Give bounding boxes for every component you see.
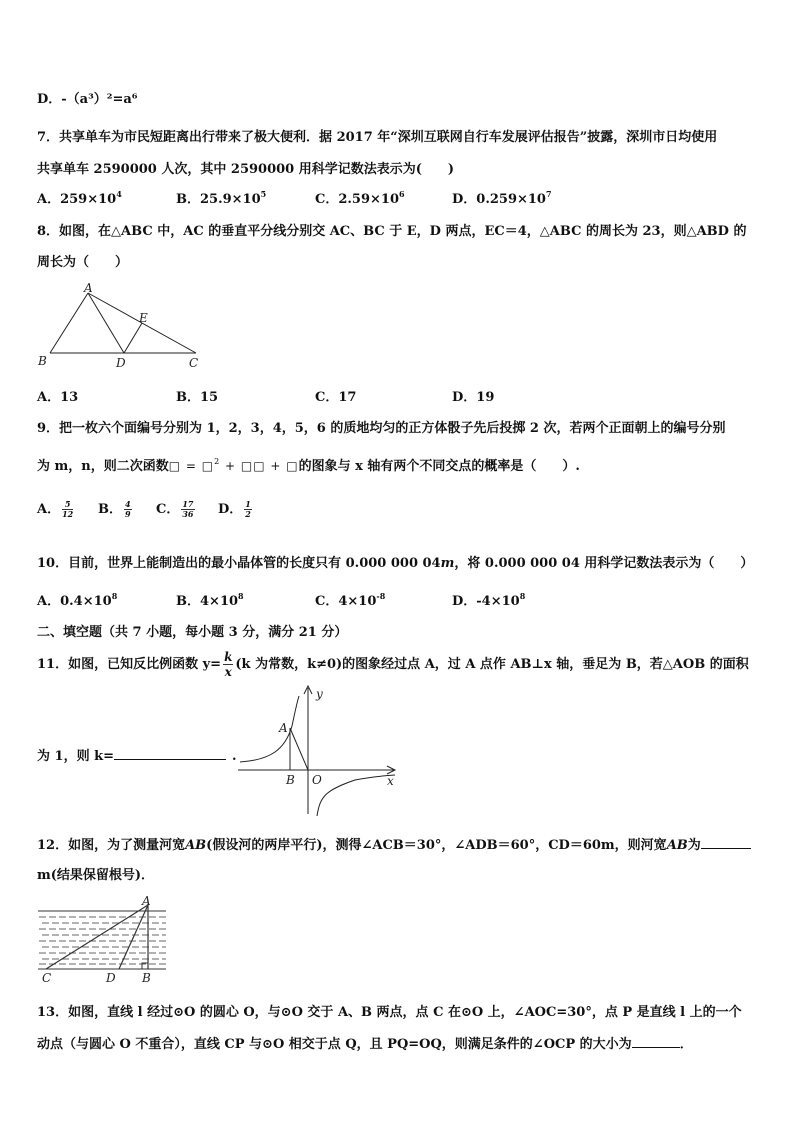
option-base: 4×10 (338, 594, 377, 609)
q7-line1: 7．共享单车为市民短距离出行带来了极大便利．据 2017 年“深圳互联网自行车发展评估报告”披露，深圳市日均使用 (37, 130, 718, 145)
q7-line2: 共享单车 2590000 人次，其中 2590000 用科学记数法表示为( ) (37, 162, 455, 177)
q8-triangle-figure (36, 282, 206, 372)
q8-label-e: E (139, 311, 148, 325)
q7-option-c (315, 188, 405, 207)
q11-line2-end: . (232, 749, 237, 764)
q12-line2: m(结果保留根号)． (37, 868, 155, 883)
option-exp: 7 (545, 189, 552, 199)
q8-option-c: C．17 (315, 390, 357, 405)
q9-line1: 9．把一枚六个面编号分别为 1，2，3，4，5，6 的质地均匀的正方体骰子先后投掷 2 次，若两个正面朝上的编号分别 (37, 421, 726, 436)
option-base: 0.4×10 (60, 594, 112, 609)
q11-line2 (37, 745, 237, 764)
denominator: 9 (125, 509, 131, 519)
q9-option-c (156, 498, 197, 519)
option-exp: -8 (376, 591, 386, 601)
q8-option-b: B．15 (176, 390, 219, 405)
option-base: 259×10 (60, 192, 117, 207)
q9-line2-end: 的图象与 x 轴有两个不同交点的概率是（ ）. (298, 459, 580, 474)
q10-line1-end: ，将 0.000 000 04 用科学记数法表示为（ ） (454, 556, 754, 571)
q7-option-b (176, 188, 266, 207)
q12-ab: AB (185, 838, 207, 853)
denominator: x (224, 665, 232, 679)
option-label: C． (315, 192, 339, 207)
q11-label-a: A (279, 721, 288, 735)
option-label: C． (315, 594, 339, 609)
q11-fraction (223, 650, 233, 679)
q7-option-d (452, 188, 552, 207)
option-label: D． (452, 594, 477, 609)
q9-option-d (218, 498, 254, 519)
q12-label-d: D (106, 971, 116, 985)
q9-c-fraction (181, 500, 194, 519)
q13-line1: 13．如图，直线 l 经过⊙O 的圆心 O，与⊙O 交于 A、B 两点，点 C 在⊙O 上，∠AOC=30°，点 P 是直线 l 上的一个 (37, 1005, 742, 1020)
q12-label-b: B (142, 971, 151, 985)
numerator: 4 (125, 499, 131, 509)
option-label: D． (37, 92, 62, 107)
q8-line1: 8．如图，在△ABC 中，AC 的垂直平分线分别交 AC、BC 于 E，D 两点，EC＝4，△ABC 的周长为 23，则△ABD 的 (37, 224, 747, 239)
q11-label-y: y (316, 687, 323, 701)
option-exp: 8 (111, 591, 118, 601)
q9-option-a (37, 498, 75, 519)
q6-d-expr: -（a³）²=a⁶ (61, 92, 138, 107)
denominator: 2 (245, 509, 251, 519)
q11-label-b: B (286, 773, 295, 787)
q11-line1 (37, 650, 749, 679)
option-base: 0.259×10 (476, 192, 546, 207)
option-label: C． (156, 502, 180, 517)
q12-river-figure (36, 893, 170, 985)
q11-label-o: O (312, 773, 322, 787)
option-exp: 8 (519, 591, 526, 601)
q11-line2-text: 为 1，则 k= (37, 749, 114, 764)
q12-line1-start: 12．如图，为了测量河宽 (37, 838, 186, 853)
option-label: A． (37, 502, 61, 517)
numerator: 1 (245, 499, 251, 509)
q10-option-a (37, 590, 117, 609)
option-label: B． (98, 502, 122, 517)
q10-option-c (315, 590, 385, 609)
q12-line1 (37, 834, 751, 853)
q8-label-c: C (189, 356, 199, 370)
q8-option-a: A．13 (37, 390, 79, 405)
q12-ab-2: AB (666, 838, 688, 853)
q11-line1-end: (k 为常数，k≠0)的图象经过点 A，过 A 点作 AB⊥x 轴，垂足为 B，若△AOB 的面积 (235, 657, 749, 672)
q8-line2: 周长为（ ） (37, 255, 129, 270)
q9-d-fraction (244, 500, 252, 519)
option-exp: 5 (260, 189, 267, 199)
section-heading: 二、填空题（共 7 小题，每小题 3 分，满分 21 分） (37, 625, 348, 640)
denominator: 36 (182, 509, 194, 519)
numerator: k (224, 650, 233, 664)
q10-unit: m (440, 556, 455, 571)
option-exp: 4 (116, 189, 122, 199)
q13-line2 (37, 1033, 693, 1052)
option-exp: 6 (399, 189, 405, 199)
q8-label-a: A (84, 282, 93, 295)
q7-option-a (37, 188, 122, 207)
option-label: A． (37, 594, 61, 609)
q6-option-d (37, 88, 138, 107)
q8-label-b: B (38, 354, 47, 368)
q9-b-fraction (124, 500, 132, 519)
option-label: D． (452, 192, 477, 207)
q13-line2-end: ． (679, 1037, 693, 1052)
option-label: A． (37, 192, 61, 207)
q10-line1 (37, 552, 753, 571)
option-exp: 8 (238, 591, 244, 601)
q10-line1-start: 10．目前，世界上能制造出的最小晶体管的长度只有 0.000 000 04 (37, 556, 441, 571)
numerator: 17 (182, 499, 194, 509)
option-label: B． (176, 192, 200, 207)
q9-formula-glyphs: □ = □$^2$ + □□ + □ (168, 457, 299, 473)
q11-hyperbola-figure (230, 684, 410, 820)
q9-option-b (98, 498, 134, 519)
q11-answer-blank[interactable] (114, 747, 226, 760)
q13-answer-blank[interactable] (632, 1035, 680, 1048)
q10-option-b (176, 590, 244, 609)
q12-label-c: C (42, 971, 52, 985)
q8-label-d: D (116, 356, 126, 370)
q13-line2-text: 动点（与圆心 O 不重合），直线 CP 与⊙O 相交于点 Q，且 PQ=OQ，则满足条件的∠OCP 的大小为 (37, 1037, 632, 1052)
numerator: 5 (62, 500, 73, 510)
option-base: -4×10 (476, 594, 520, 609)
q9-line2 (37, 455, 580, 474)
q12-line1-mid: (假设河的两岸平行)，测得∠ACB＝30°，∠ADB＝60°，CD＝60m，则河宽 (206, 838, 667, 853)
q9-line2-start: 为 m，n，则二次函数 (37, 459, 169, 474)
denominator: 12 (62, 509, 74, 519)
q11-line1-start: 11．如图，已知反比例函数 y= (37, 657, 222, 672)
q12-answer-blank[interactable] (701, 836, 751, 849)
option-label: D． (218, 502, 243, 517)
option-label: B． (176, 594, 200, 609)
option-base: 2.59×10 (338, 192, 400, 207)
q9-a-fraction (62, 500, 73, 519)
q10-option-d (452, 590, 525, 609)
option-base: 25.9×10 (200, 192, 261, 207)
q8-option-d: D．19 (452, 390, 495, 405)
option-base: 4×10 (200, 594, 239, 609)
q11-label-x: x (387, 774, 394, 788)
q12-label-a: A (142, 894, 151, 908)
q12-line1-end: 为 (687, 838, 701, 853)
